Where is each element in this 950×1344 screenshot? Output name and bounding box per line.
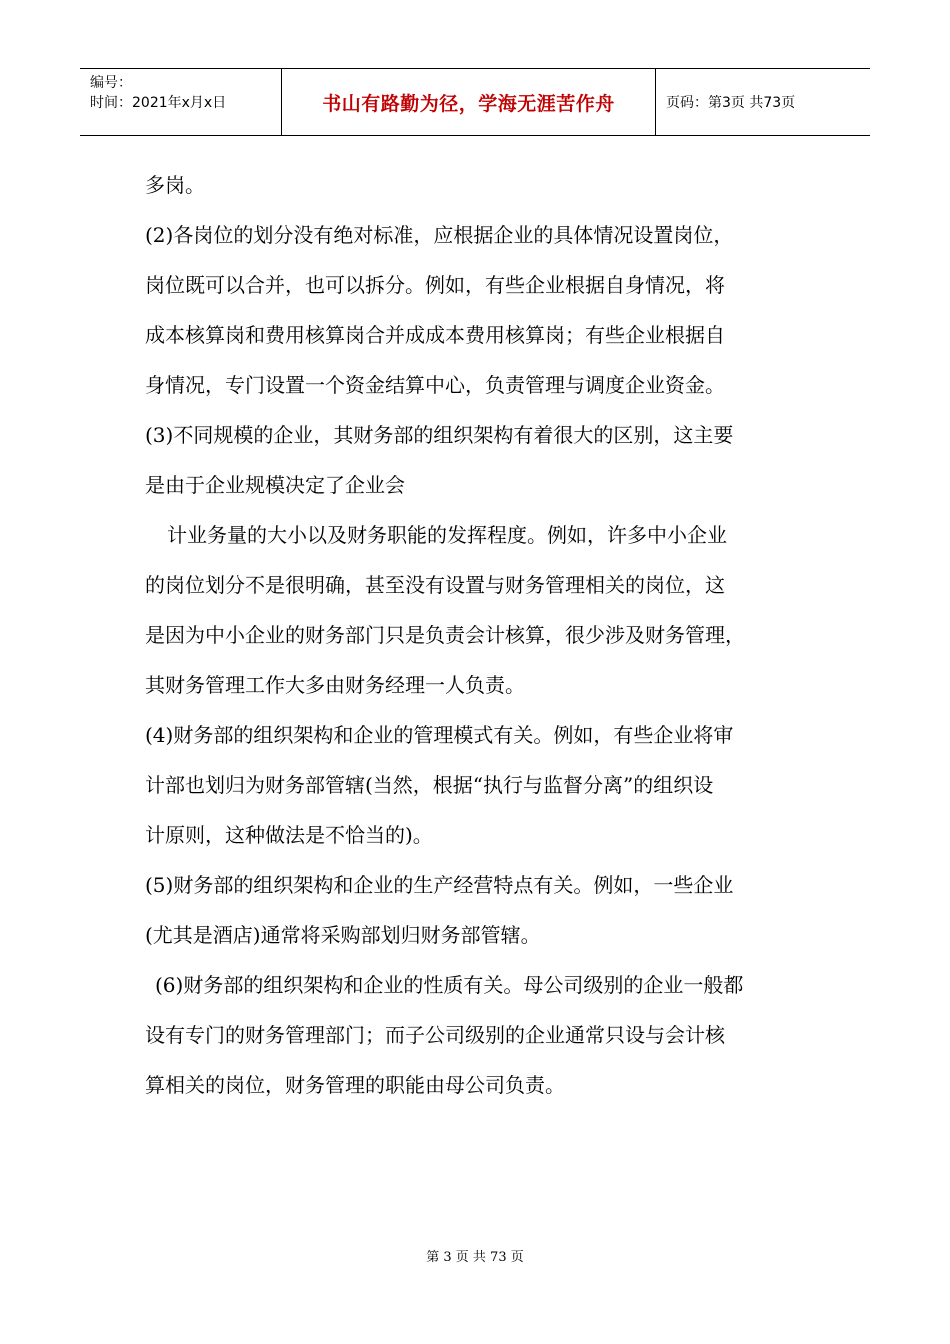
code-label: 编号： bbox=[90, 75, 132, 91]
text-line: (5)财务部的组织架构和企业的生产经营特点有关。例如，一些企业 bbox=[145, 873, 734, 897]
text-line: 的岗位划分不是很明确，甚至没有设置与财务管理相关的岗位，这 bbox=[145, 573, 725, 597]
text-line: (2)各岗位的划分没有绝对标准，应根据企业的具体情况设置岗位， bbox=[145, 223, 734, 247]
text-line: 设有专门的财务管理部门；而子公司级别的企业通常只设与会计核 bbox=[145, 1023, 725, 1047]
text-line: 是由于企业规模决定了企业会 bbox=[145, 473, 405, 497]
header-page-info: 页码：第3页 共73页 bbox=[666, 95, 796, 111]
text-line: 是因为中小企业的财务部门只是负责会计核算，很少涉及财务管理， bbox=[145, 623, 745, 647]
page-header bbox=[80, 68, 870, 136]
text-line: 成本核算岗和费用核算岗合并成成本费用核算岗；有些企业根据自 bbox=[145, 323, 725, 347]
text-line: 计业务量的大小以及财务职能的发挥程度。例如，许多中小企业 bbox=[167, 523, 727, 547]
text-line: 身情况，专门设置一个资金结算中心，负责管理与调度企业资金。 bbox=[145, 373, 725, 397]
text-line: (4)财务部的组织架构和企业的管理模式有关。例如，有些企业将审 bbox=[145, 723, 734, 747]
header-meta bbox=[80, 69, 282, 135]
text-line: 计原则，这种做法是不恰当的)。 bbox=[145, 823, 433, 847]
header-motto: 书山有路勤为径，学海无涯苦作舟 bbox=[282, 69, 656, 135]
date-label: 时间：2021年x月x日 bbox=[90, 95, 227, 111]
text-line: 其财务管理工作大多由财务经理一人负责。 bbox=[145, 673, 525, 697]
text-line: 计部也划归为财务部管辖(当然，根据“执行与监督分离”的组织设 bbox=[145, 773, 714, 797]
document-body bbox=[145, 160, 825, 1110]
text-line: 多岗。 bbox=[145, 173, 205, 197]
text-line: 算相关的岗位，财务管理的职能由母公司负责。 bbox=[145, 1073, 565, 1097]
text-line: (尤其是酒店)通常将采购部划归财务部管辖。 bbox=[145, 923, 541, 947]
text-line: (6)财务部的组织架构和企业的性质有关。母公司级别的企业一般都 bbox=[155, 973, 744, 997]
page-footer: 第 3 页 共 73 页 bbox=[426, 1250, 524, 1265]
text-line: 岗位既可以合并，也可以拆分。例如，有些企业根据自身情况，将 bbox=[145, 273, 725, 297]
text-line: (3)不同规模的企业，其财务部的组织架构有着很大的区别，这主要 bbox=[145, 423, 734, 447]
